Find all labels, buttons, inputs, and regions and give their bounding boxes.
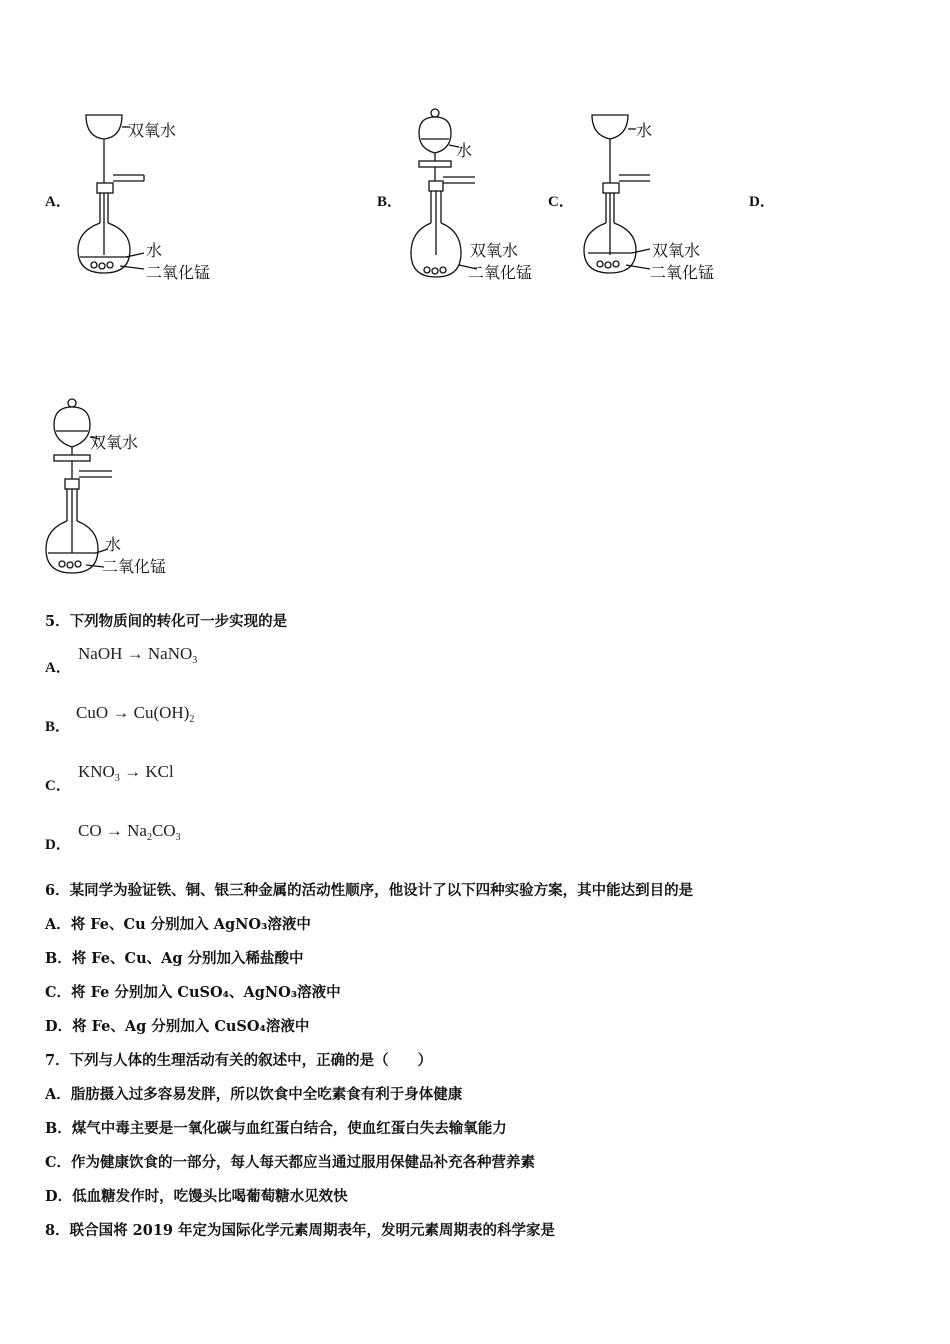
q5-b-lhs: CuO bbox=[76, 703, 109, 722]
q5-a-lhs: NaOH bbox=[78, 644, 123, 663]
q7-option-a: A．脂肪摄入过多容易发胖，所以饮食中全吃素食有利于身体健康 bbox=[45, 1086, 463, 1103]
option-a-label: A． bbox=[45, 194, 71, 210]
q5-c-lhs: KNO bbox=[78, 762, 115, 781]
q5-d-rhs-sub: 2 bbox=[146, 832, 152, 843]
q8-title: 8．联合国将 2019 年定为国际化学元素周期表年，发明元素周期表的科学家是 bbox=[45, 1222, 556, 1239]
apparatus-b-solid-label: 二氧化锰 bbox=[468, 263, 533, 282]
q7-option-c: C．作为健康饮食的一部分，每人每天都应当通过服用保健品补充各种营养素 bbox=[45, 1154, 536, 1171]
q6-option-d: D．将 Fe、Ag 分别加入 CuSO₄溶液中 bbox=[45, 1018, 310, 1035]
q5-option-d-formula bbox=[78, 821, 181, 843]
q5-title: 5．下列物质间的转化可一步实现的是 bbox=[45, 613, 288, 630]
q5-d-lhs: CO bbox=[78, 821, 102, 840]
q5-d-rhs2: CO bbox=[151, 821, 176, 840]
q5-b-rhs: Cu(OH) bbox=[133, 703, 190, 722]
q5-option-c-formula bbox=[78, 762, 174, 784]
apparatus-a-liquid-label: 水 bbox=[146, 241, 163, 260]
q5-c-rhs: KCl bbox=[145, 762, 174, 781]
q5-option-b-formula bbox=[76, 703, 194, 725]
apparatus-d-funnel-label: 双氧水 bbox=[90, 433, 139, 452]
option-c-label: C． bbox=[548, 194, 574, 210]
q7-option-d: D．低血糖发作时，吃馒头比喝葡萄糖水见效快 bbox=[45, 1188, 348, 1205]
q6-title: 6．某同学为验证铁、铜、银三种金属的活动性顺序，他设计了以下四种实验方案，其中能达到目的是 bbox=[45, 882, 694, 899]
q5-option-d-label: D． bbox=[45, 837, 71, 853]
q6-option-a: A．将 Fe、Cu 分别加入 AgNO₃溶液中 bbox=[45, 916, 311, 933]
q5-option-a-label: A． bbox=[45, 660, 71, 676]
q5-a-rhs: NaNO bbox=[147, 644, 193, 663]
q5-a-rhs-sub: 3 bbox=[192, 655, 198, 666]
q5-option-c-label: C． bbox=[45, 778, 71, 794]
q5-b-arrow: → bbox=[112, 703, 130, 722]
apparatus-c-liquid-label: 双氧水 bbox=[652, 241, 701, 260]
q5-c-lhs-sub: 3 bbox=[114, 773, 120, 784]
q5-a-arrow: → bbox=[126, 644, 144, 663]
apparatus-a-funnel-label: 双氧水 bbox=[128, 121, 177, 140]
q7-title: 7．下列与人体的生理活动有关的叙述中，正确的是（ ） bbox=[45, 1052, 433, 1069]
q5-option-a-formula bbox=[78, 644, 197, 666]
apparatus-c-funnel-label: 水 bbox=[636, 121, 653, 140]
apparatus-b-funnel-label: 水 bbox=[456, 141, 473, 160]
apparatus-c-solid-label: 二氧化锰 bbox=[650, 263, 715, 282]
apparatus-b-liquid-label: 双氧水 bbox=[470, 241, 519, 260]
q5-option-b-label: B． bbox=[45, 719, 71, 735]
q5-d-rhs: Na bbox=[127, 821, 147, 840]
option-d-label: D． bbox=[749, 194, 775, 210]
q5-c-arrow: → bbox=[124, 762, 142, 781]
q5-d-arrow: → bbox=[105, 821, 123, 840]
apparatus-d-liquid-label: 水 bbox=[105, 535, 122, 554]
q7-option-b: B．煤气中毒主要是一氧化碳与血红蛋白结合，使血红蛋白失去输氧能力 bbox=[45, 1120, 507, 1137]
q6-option-c: C．将 Fe 分别加入 CuSO₄、AgNO₃溶液中 bbox=[45, 984, 341, 1001]
q6-option-b: B．将 Fe、Cu、Ag 分别加入稀盐酸中 bbox=[45, 950, 304, 967]
q5-b-rhs-sub: 2 bbox=[189, 714, 195, 725]
apparatus-d-solid-label: 二氧化锰 bbox=[102, 557, 167, 576]
apparatus-a-solid-label: 二氧化锰 bbox=[146, 263, 211, 282]
option-b-label: B． bbox=[377, 194, 403, 210]
q5-d-rhs2-sub: 3 bbox=[175, 832, 181, 843]
